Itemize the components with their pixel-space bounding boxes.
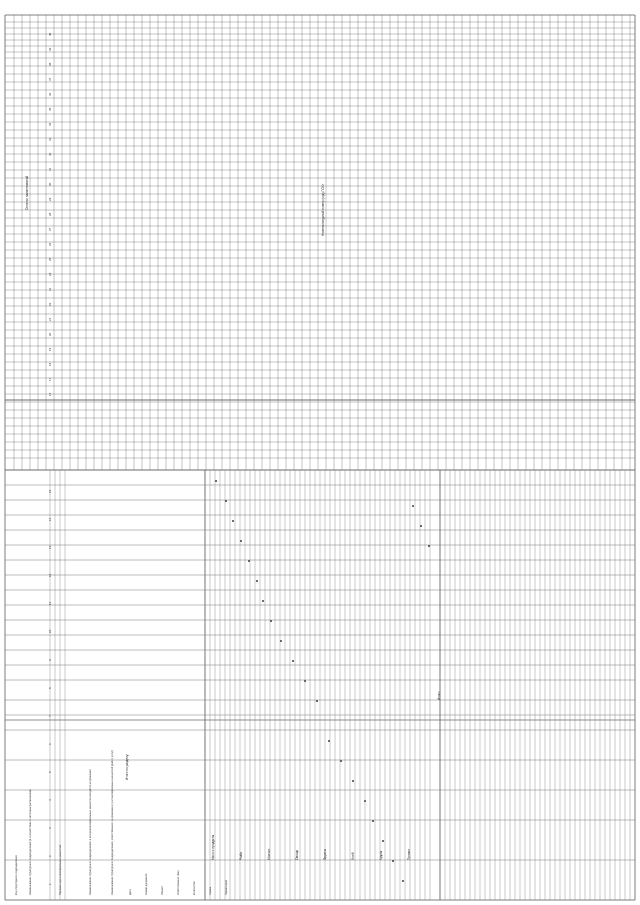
cell-marker — [420, 525, 422, 527]
left-col-header: Наименование структурного подразделения (в соответствии со штатным расписанием) — [29, 789, 32, 895]
right-col-number: 27 — [48, 227, 52, 231]
left-col-number: 3 — [48, 827, 52, 829]
left-col-number: 6 — [48, 743, 52, 745]
left-col-header: Наименование структурного подразделения, в котором материальные ценности находятся на хранении — [89, 769, 92, 895]
row-label: Овощи — [295, 849, 299, 860]
cell-marker — [292, 660, 294, 662]
right-col-number: 16 — [48, 392, 52, 396]
right-col-number: 17 — [48, 377, 52, 381]
right-col-number: 26 — [48, 242, 52, 246]
left-col-number: 12 — [48, 573, 52, 577]
right-col-number: 37 — [48, 77, 52, 81]
left-col-header: Ответственное лицо — [177, 870, 180, 895]
row-label: Хлеб — [351, 852, 355, 860]
cell-marker — [316, 700, 318, 702]
right-col-number: 30 — [48, 182, 52, 186]
cell-marker — [280, 640, 282, 642]
row-label: Мясо и продукты — [211, 834, 215, 860]
cell-marker — [382, 840, 384, 842]
left-col-number: 5 — [48, 771, 52, 773]
right-col-number: 20 — [48, 332, 52, 336]
left-col-number: 4 — [48, 799, 52, 801]
right-col-number: 33 — [48, 137, 52, 141]
cell-marker — [352, 780, 354, 782]
right-col-number: 23 — [48, 287, 52, 291]
right-group-title: Остатки наименований — [25, 175, 29, 210]
cell-marker — [240, 540, 242, 542]
left-col-header: Дата — [129, 889, 132, 895]
right-col-number: 28 — [48, 212, 52, 216]
right-col-number: 38 — [48, 62, 52, 66]
totals-label: Итого — [437, 691, 441, 700]
right-col-number: 24 — [48, 272, 52, 276]
cell-marker — [270, 620, 272, 622]
right-col-number: 32 — [48, 152, 52, 156]
row-label: Крупы — [379, 850, 383, 860]
cell-marker — [262, 600, 264, 602]
right-col-number: 31 — [48, 167, 52, 171]
left-col-header: Сумма — [209, 886, 212, 895]
cell-marker — [392, 860, 394, 862]
left-col-number: 2 — [48, 855, 52, 857]
left-col-number: 14 — [48, 517, 52, 521]
row-label: Рыба — [239, 852, 243, 860]
left-col-header: Количество — [193, 881, 196, 895]
row-label: Молоко — [267, 848, 271, 860]
right-col-number: 40 — [48, 32, 52, 36]
right-col-number: 34 — [48, 122, 52, 126]
right-col-number: 35 — [48, 107, 52, 111]
cell-marker — [428, 545, 430, 547]
left-col-number: 1 — [48, 883, 52, 885]
cell-marker — [248, 560, 250, 562]
cell-marker — [304, 680, 306, 682]
cell-marker — [225, 500, 227, 502]
row-label: Фрукты — [323, 849, 327, 860]
cell-marker — [402, 880, 404, 882]
right-col-number: 19 — [48, 347, 52, 351]
left-col-header: Номер документа — [145, 873, 148, 895]
left-col-number: 11 — [48, 601, 52, 605]
left-col-number: 8 — [48, 687, 52, 689]
cell-marker — [340, 760, 342, 762]
right-col-number: 21 — [48, 317, 52, 321]
left-col-header: Примечание — [225, 879, 228, 895]
left-col-number: 7 — [48, 715, 52, 717]
right-col-number: 29 — [48, 197, 52, 201]
cell-marker — [328, 740, 330, 742]
right-col-number: 25 — [48, 257, 52, 261]
right-col-number: 22 — [48, 302, 52, 306]
left-col-number: 9 — [48, 659, 52, 661]
left-block-label: Итого по разделу — [125, 754, 129, 780]
row-label: Прочие — [407, 849, 411, 860]
cell-marker — [412, 505, 414, 507]
right-col-number: 39 — [48, 47, 52, 51]
right-col-number: 18 — [48, 362, 52, 366]
cell-marker — [372, 820, 374, 822]
left-col-number: 13 — [48, 545, 52, 549]
left-col-header: Наименование структурного подразделения, ответственного за хранение и учет материальных ценностей (работ, услуг) — [111, 749, 114, 895]
main-title: Номенклатурный номер (код) ГСКУ — [321, 183, 325, 236]
left-col-number: 10 — [48, 629, 52, 633]
cell-marker — [256, 580, 258, 582]
left-col-header: Приемка-сдача материальных ценностей — [59, 844, 62, 895]
cell-marker — [364, 800, 366, 802]
left-col-header: Код структурного подразделения — [15, 855, 18, 895]
left-col-header: Объект — [161, 886, 164, 895]
left-col-number: 15 — [48, 489, 52, 493]
cell-marker — [215, 480, 217, 482]
right-col-number: 36 — [48, 92, 52, 96]
cell-marker — [232, 520, 234, 522]
